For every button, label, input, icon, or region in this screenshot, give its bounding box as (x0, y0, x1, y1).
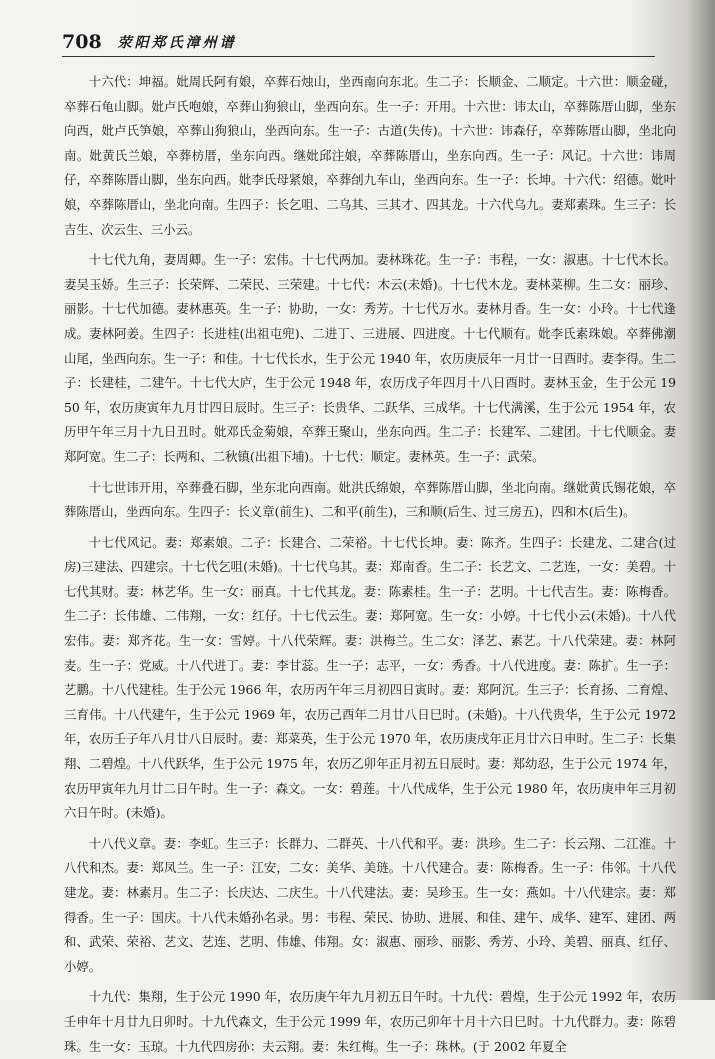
body-text (64, 70, 676, 1054)
book-title: 荥阳郑氏漳州谱 (117, 35, 237, 51)
paragraph-gen17: 十七代九角，妻周卿。生一子：宏伟。十七代两加。妻林珠花。生一子：韦程，一女：淑惠。十七代木长。妻吴玉娇。生三子：长荣辉、二荣民、三荣建。十七代：木云(未婚)。十七代木龙。妻林菜柳。生二女：丽珍、丽影。十七代加德。妻林惠英。生一子：协助，一女：秀芳。十七代万水。妻林月香。生一女：小玲。十七代逢成。妻林阿姜。生四子：长进桂(出祖屯兜)、二进丁、三进展、四进度。十七代顺有。妣李氏素珠娘。卒葬佛潮山尾，坐西向东。生一子：和佳。十七代长水，生于公元 1940 年，农历庚辰年一月廿一日酉时。妻李得。生二子：长建桂，二建午。十七代大庐，生于公元 1948 年，农历戊子年四月十八日酉时。妻林玉金，生于公元 1950 年，农历庚寅年九月廿四日辰时。生三子：长贵华、二跃华、三成华。十七代满溪，生于公元 1954 年，农历甲午年三月十九日丑时。妣邓氏金菊娘，卒葬王聚山，坐东向西。生二子：长建军、二建团。十七代顺金。妻郑阿宽。生二子：长两和、二秋镇(出祖下埔)。十七代：顺定。妻林英。生一子：武荣。 (64, 252, 676, 464)
paragraph-gen16: 十六代：坤福。妣周氏阿有娘，卒葬石烛山，坐西南向东北。生二子：长顺金、二顺定。十六世：顺金碰，卒葬石龟山脚。妣卢氏咆娘，卒葬山狗狼山，坐西向东。生一子：开用。十六世：讳太山，卒葬陈厝山脚，坐东向西，妣卢氏笋娘，卒葬山狗狼山，坐西向东。生一子：古道(失传)。十六世：讳森仔，卒葬陈厝山脚，坐北向南。妣黄氏兰娘，卒葬枋厝，坐东向西。继妣邱注娘，卒葬陈厝山，坐东向西。生一子：风记。十六世：讳周仔，卒葬陈厝山脚，坐东向西。妣李氏母紧娘，卒葬刣九车山，坐西向东。生一子：长坤。十六代：绍德。妣叶娘，卒葬陈厝山，坐北向南。生四子：长乞咀、二乌其、三其才、四其龙。十六代乌九。妻郑素珠。生三子：长吉生、次云生、三小云。 (64, 74, 676, 237)
paragraph-gen17-kaiyong: 十七世讳开用，卒葬叠石脚，坐东北向西南。妣洪氏绵娘，卒葬陈厝山脚，坐北向南。继妣黄氏锡花娘，卒葬陈厝山，坐西向东。生四子：长义章(前生)、二和平(前生)，三和顺(后生、过三房五)，四和木(后生)。 (64, 479, 676, 520)
page-header (62, 26, 655, 57)
page-number: 708 (62, 31, 102, 53)
paragraph-gen18: 十八代义章。妻：李虹。生三子：长群力、二群英、十八代和平。妻：洪珍。生二子：长云翔、二江淮。十八代和杰。妻：郑凤兰。生一子：江安，二女：美华、美琏。十八代建合。妻：陈梅香。生一子：伟邻。十八代建龙。妻：林素月。生二子：长庆达、二庆生。十八代建法。妻：吴珍玉。生一女：燕如。十八代建宗。妻：郑得香。生一子：国庆。十八代未婚孙名录。男：韦程、荣民、协助、进展、和佳、建午、成华、建军、建团、两和、武荣、荣裕、艺文、艺连、艺明、伟雄、伟翔。女：淑惠、丽珍、丽影、秀芳、小玲、美碧、丽真、红仔、小婷。 (64, 835, 676, 974)
paragraph-gen17-fengji: 十七代风记。妻：郑素娘。二子：长建合、二荣裕。十七代长坤。妻：陈齐。生四子：长建龙、二建合(过房)三建法、四建宗。十七代乞咀(未婚)。十七代乌其。妻：郑南香。生二子：长艺文、二艺连，一女：美碧。十七代其财。妻：林艺华。生一女：丽真。十七代其龙。妻：陈素桂。生一子：艺明。十七代吉生。妻：陈梅香。生二子：长伟雄、二伟翔，一女：红仔。十七代云生。妻：郑阿宽。生一女：小婷。十七代小云(未婚)。十八代宏伟。妻：郑齐花。生一女：雪婷。十八代荣辉。妻：洪梅兰。生二女：泽艺、素艺。十八代荣建。妻：林阿麦。生一子：党威。十八代进丁。妻：李甘蕊。生一子：志平，一女：秀香。十八代进度。妻：陈扩。生一子：艺鹏。十八代建桂。生于公元 1966 年，农历丙午年三月初四日寅时。妻：郑阿沉。生三子：长育扬、二育煌、三育伟。十八代建午，生于公元 1969 年，农历己酉年二月廿八日巳时。(未婚)。十八代贵华，生于公元 1972 年，农历壬子年八月廿八日辰时。妻：郑菜英，生于公元 1970 年，农历庚戌年正月廿六日申时。生二子：长集翔、二碧煌。十八代跃华，生于公元 1975 年，农历乙卯年正月初五日辰时。妻：郑幼忍，生于公元 1974 年，农历甲寅年九月廿二日午时。生一子：森文。一女：碧莲。十八代成华，生于公元 1980 年，农历庚申年三月初六日午时。(未婚)。 (64, 534, 676, 821)
paragraph-gen19: 十九代：集翔，生于公元 1990 年，农历庚午年九月初五日午时。十九代：碧煌，生于公元 1992 年，农历壬申年十月廿九日卯时。十九代森文，生于公元 1999 年，农历己卯年十月十六日巳时。十九代群力。妻：陈碧珠。生一女：玉琼。十九代四房孙：夫云翔。妻：朱红梅。生一子：珠林。(于 2002 年夏全 (64, 989, 676, 1054)
